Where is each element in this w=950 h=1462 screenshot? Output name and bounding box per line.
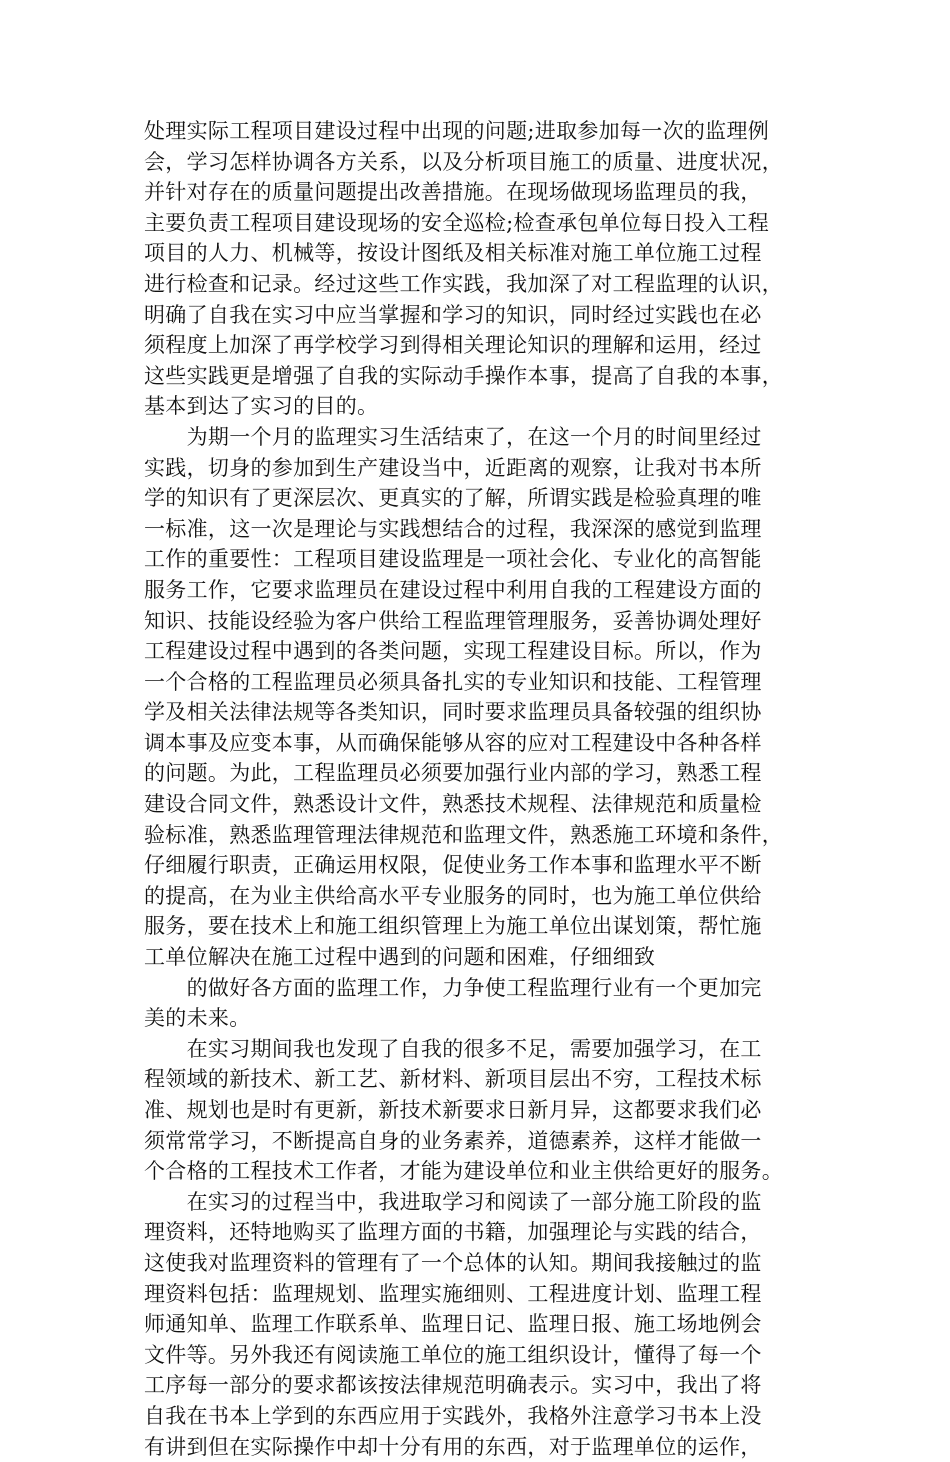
text-line: 服务工作，它要求监理员在建设过程中利用自我的工程建设方面的 [144, 577, 762, 602]
text-line: 项目的人力、机械等，按设计图纸及相关标准对施工单位施工过程 [144, 241, 762, 266]
text-line: 为期一个月的监理实习生活结束了，在这一个月的时间里经过 [144, 424, 762, 449]
text-line: 建设合同文件，熟悉设计文件，熟悉技术规程、法律规范和质量检 [144, 792, 762, 817]
text-line: 工序每一部分的要求都该按法律规范明确表示。实习中，我出了将 [144, 1373, 762, 1398]
document-body [144, 116, 824, 1462]
text-line: 的做好各方面的监理工作，力争使工程监理行业有一个更加完 [144, 975, 762, 1000]
text-line: 个合格的工程技术工作者，才能为建设单位和业主供给更好的服务。 [144, 1159, 783, 1184]
text-line: 实践，切身的参加到生产建设当中，近距离的观察，让我对书本所 [144, 455, 762, 480]
text-line: 处理实际工程项目建设过程中出现的问题;进取参加每一次的监理例 [144, 119, 770, 143]
text-line: 自我在书本上学到的东西应用于实践外，我格外注意学习书本上没 [144, 1403, 762, 1428]
text-line: 理资料包括：监理规划、监理实施细则、工程进度计划、监理工程 [144, 1281, 762, 1306]
text-line: 验标准，熟悉监理管理法律规范和监理文件，熟悉施工环境和条件， [144, 822, 783, 847]
text-line: 须程度上加深了再学校学习到得相关理论知识的理解和运用，经过 [144, 333, 762, 358]
text-line: 知识、技能设经验为客户供给工程监理管理服务，妥善协调处理好 [144, 608, 762, 633]
text-line: 须常常学习，不断提高自身的业务素养，道德素养，这样才能做一 [144, 1128, 762, 1153]
text-line: 在实习期间我也发现了自我的很多不足，需要加强学习，在工 [144, 1036, 762, 1061]
text-line: 仔细履行职责，正确运用权限，促使业务工作本事和监理水平不断 [144, 853, 762, 878]
text-line: 程领域的新技术、新工艺、新材料、新项目层出不穷，工程技术标 [144, 1067, 762, 1092]
text-line: 基本到达了实习的目的。 [144, 394, 379, 419]
text-line: 调本事及应变本事，从而确保能够从容的应对工程建设中各种各样 [144, 730, 762, 755]
text-line: 这使我对监理资料的管理有了一个总体的认知。期间我接触过的监 [144, 1250, 762, 1275]
text-line: 一个合格的工程监理员必须具备扎实的专业知识和技能、工程管理 [144, 669, 762, 694]
text-line: 服务，要在技术上和施工组织管理上为施工单位出谋划策，帮忙施 [144, 914, 762, 939]
text-line: 文件等。另外我还有阅读施工单位的施工组织设计，懂得了每一个 [144, 1342, 762, 1367]
text-line: 学及相关法律法规等各类知识，同时要求监理员具备较强的组织协 [144, 700, 762, 725]
text-line: 学的知识有了更深层次、更真实的了解，所谓实践是检验真理的唯 [144, 486, 762, 511]
text-line: 的提高，在为业主供给高水平专业服务的同时，也为施工单位供给 [144, 883, 762, 908]
text-line: 在实习的过程当中，我进取学习和阅读了一部分施工阶段的监 [144, 1189, 762, 1214]
text-line: 准、规划也是时有更新，新技术新要求日新月异，这都要求我们必 [144, 1098, 762, 1122]
text-line: 的问题。为此，工程监理员必须要加强行业内部的学习，熟悉工程 [144, 761, 762, 786]
text-line: 有讲到但在实际操作中却十分有用的东西，对于监理单位的运作， [144, 1434, 762, 1459]
text-line: 美的未来。 [144, 1006, 251, 1031]
text-line: 这些实践更是增强了自我的实际动手操作本事，提高了自我的本事， [144, 363, 783, 388]
text-line: 主要负责工程项目建设现场的安全巡检;检查承包单位每日投入工程 [144, 210, 770, 235]
text-line: 工单位解决在施工过程中遇到的问题和困难，仔细细致 [144, 945, 656, 970]
text-line: 一标准，这一次是理论与实践想结合的过程，我深深的感觉到监理 [144, 516, 762, 541]
text-line: 工作的重要性：工程项目建设监理是一项社会化、专业化的高智能 [144, 547, 762, 572]
text-line: 并针对存在的质量问题提出改善措施。在现场做现场监理员的我， [144, 180, 762, 205]
text-line: 会，学习怎样协调各方关系，以及分析项目施工的质量、进度状况， [144, 149, 783, 174]
text-line: 明确了自我在实习中应当掌握和学习的知识，同时经过实践也在必 [144, 302, 762, 327]
text-line: 工程建设过程中遇到的各类问题，实现工程建设目标。所以，作为 [144, 639, 762, 664]
text-line: 进行检查和记录。经过这些工作实践，我加深了对工程监理的认识， [144, 271, 783, 296]
text-line: 理资料，还特地购买了监理方面的书籍，加强理论与实践的结合， [144, 1220, 762, 1245]
text-line: 师通知单、监理工作联系单、监理日记、监理日报、施工场地例会 [144, 1312, 762, 1337]
